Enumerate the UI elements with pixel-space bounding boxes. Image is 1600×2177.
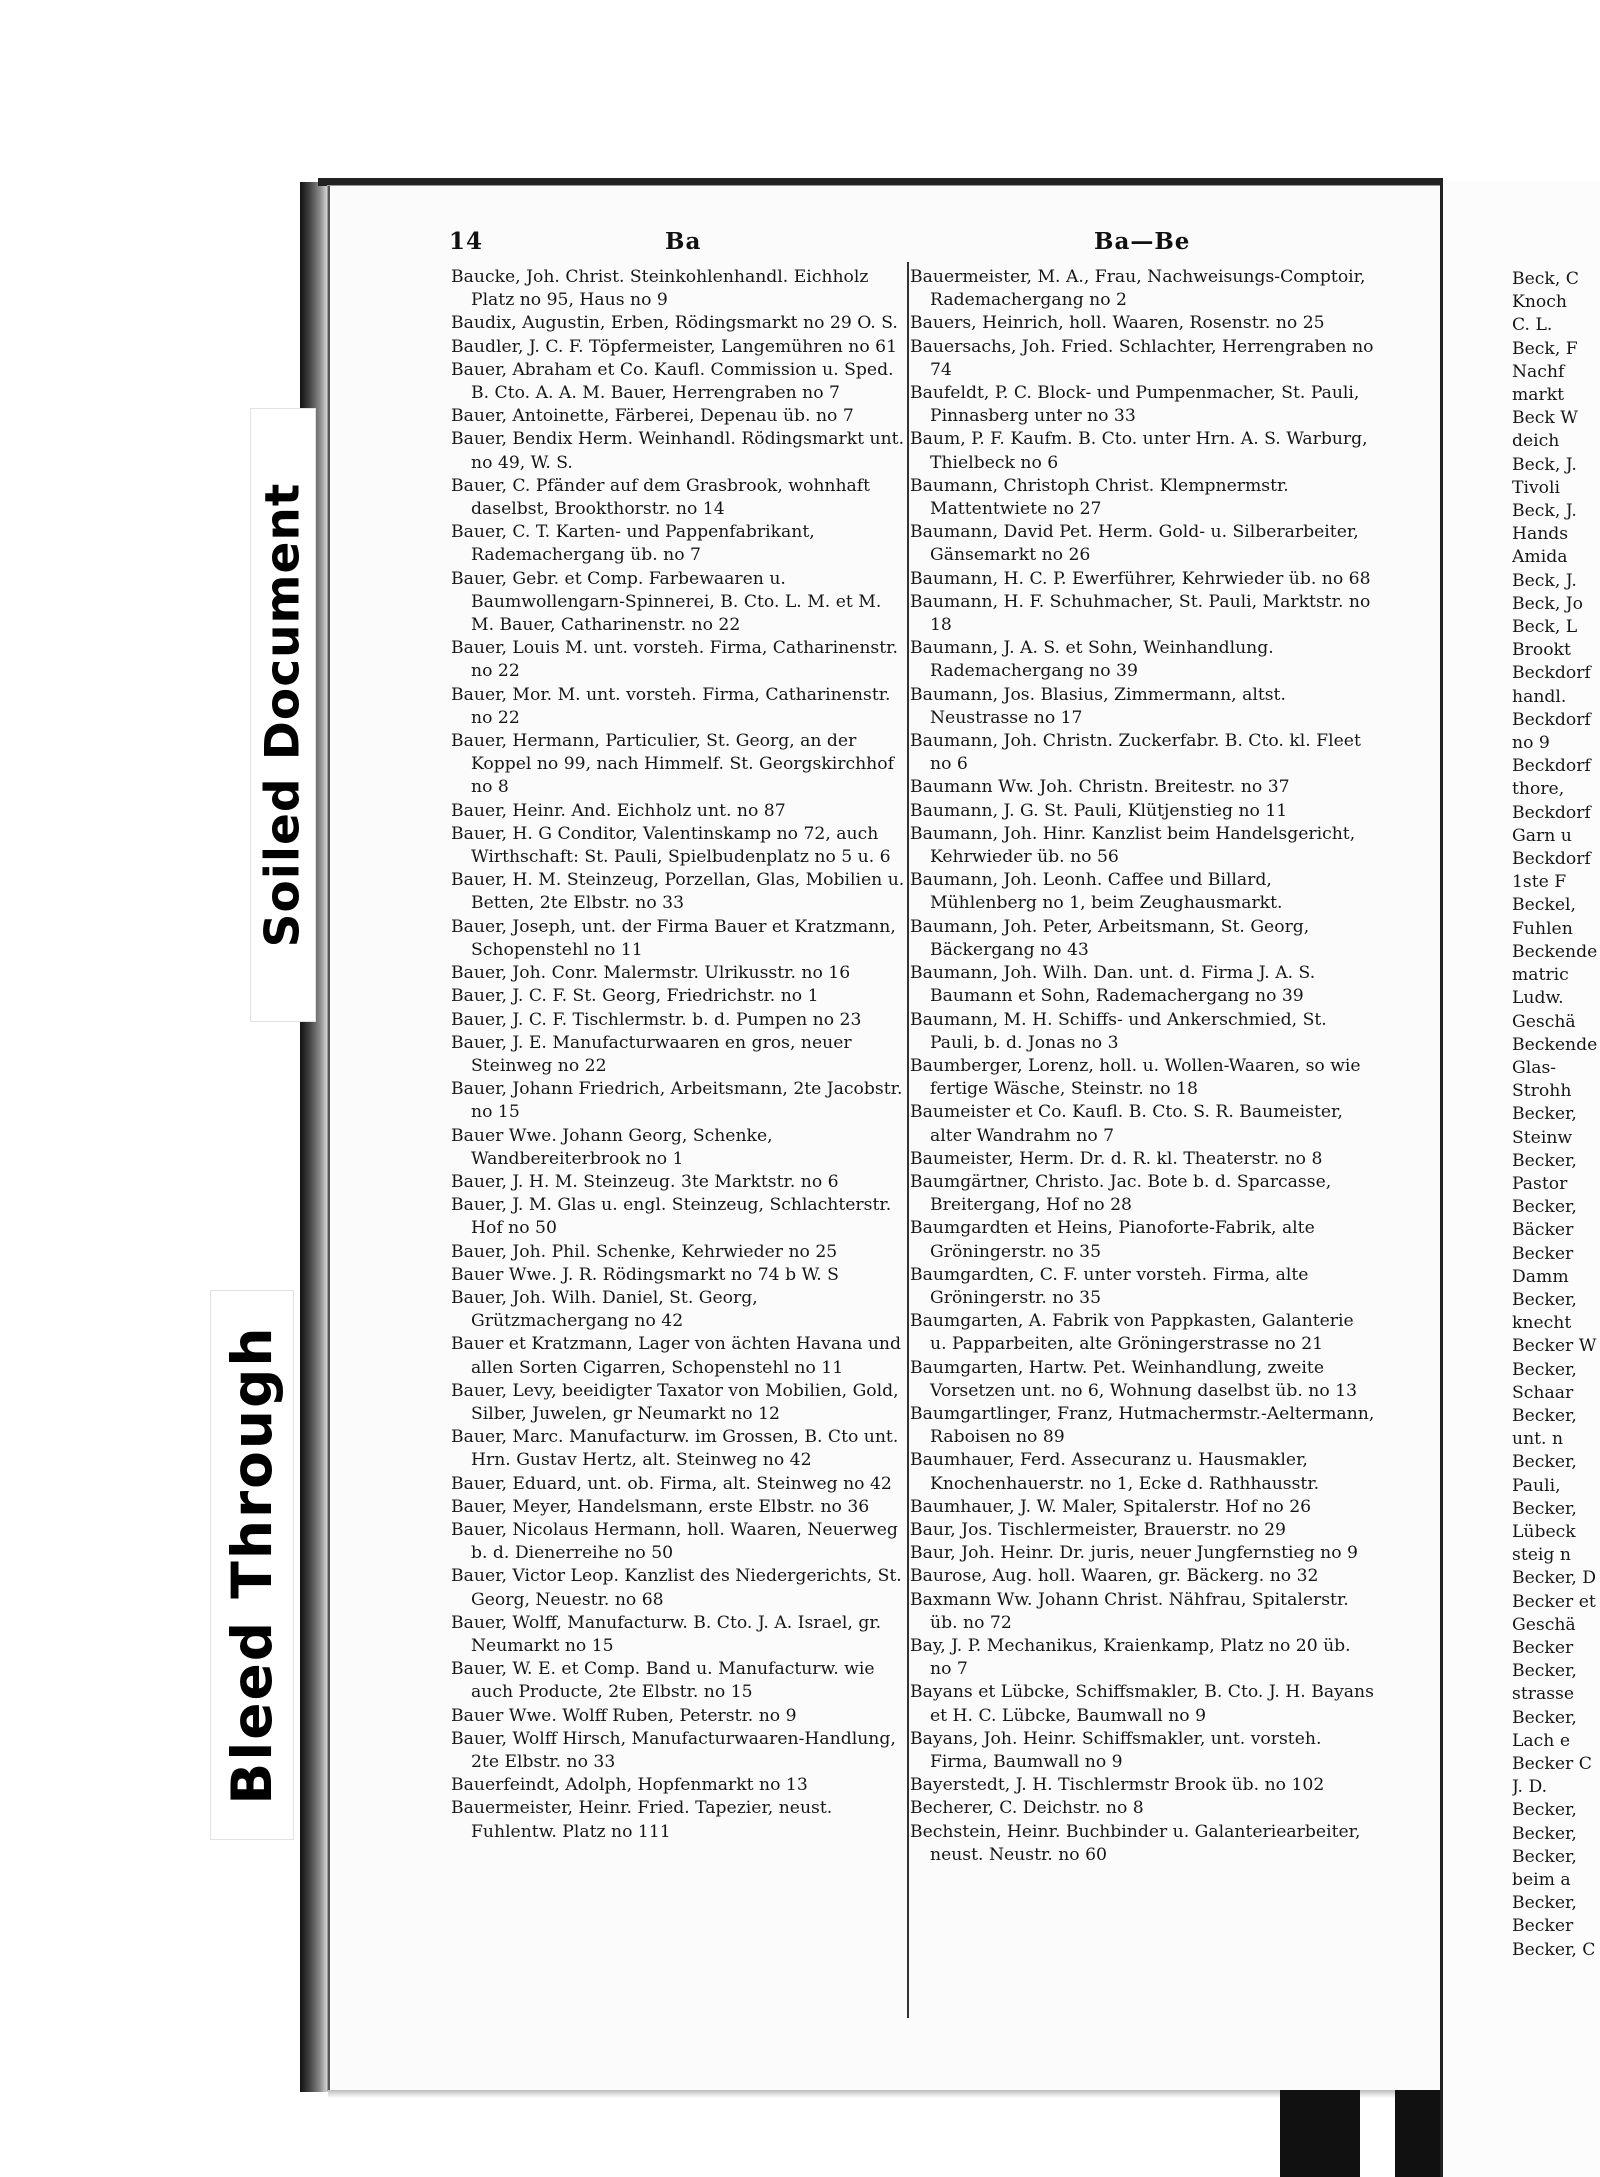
directory-entry: Bauer, Marc. Manufacturw. im Grossen, B. Cto unt. Hrn. Gustav Hertz, alt. Steinweg no 42 <box>451 1427 899 1471</box>
directory-entry: Baumann, Christoph Christ. Klempnermstr. Mattentwiete no 27 <box>910 475 1289 520</box>
directory-entry: Beck, F <box>1512 338 1578 359</box>
directory-entry: Geschä <box>1512 1614 1576 1635</box>
bleed-through-label: Bleed Through <box>220 1325 284 1805</box>
page-stack-edge <box>318 178 1443 186</box>
directory-entry: Baur, Jos. Tischlermeister, Brauerstr. no 29 <box>910 1519 1286 1540</box>
directory-entry: Beckdorf <box>1512 709 1591 730</box>
directory-entry: Becker, D <box>1512 1568 1597 1589</box>
directory-entry: Becker <box>1512 1637 1574 1658</box>
directory-entry: Bechstein, Heinr. Buchbinder u. Galanteriearbeiter, neust. Neustr. no 60 <box>910 1821 1361 1865</box>
directory-entry: Baumgarten, Hartw. Pet. Weinhandlung, zweite Vorsetzen unt. no 6, Wohnung daselbst üb. no 13 <box>910 1357 1358 1401</box>
middle-column <box>910 266 1375 1867</box>
directory-entry: Baumgartlinger, Franz, Hutmachermstr.-Aeltermann, Raboisen no 89 <box>910 1403 1375 1448</box>
directory-entry: Becker C <box>1512 1754 1592 1774</box>
directory-entry: Baumann, H. C. P. Ewerführer, Kehrwieder üb. no 68 <box>910 568 1371 589</box>
directory-entry: Bauer, Louis M. unt. vorsteh. Firma, Catharinenstr. no 22 <box>451 638 898 682</box>
directory-entry: Baumann Ww. Joh. Christn. Breitestr. no 37 <box>910 777 1290 798</box>
directory-entry: Becker, <box>1512 1197 1577 1218</box>
directory-entry: Baumann, J. A. S. et Sohn, Weinhandlung. Rademachergang no 39 <box>910 638 1274 682</box>
directory-entry: Beckel, <box>1512 895 1576 916</box>
directory-entry: Bauer Wwe. Wolff Ruben, Peterstr. no 9 <box>451 1705 797 1726</box>
directory-entry: Bauer, Bendix Herm. Weinhandl. Rödingsmarkt unt. no 49, W. S. <box>451 429 905 473</box>
directory-entry: Bauer, J. C. F. St. Georg, Friedrichstr. no 1 <box>451 986 819 1007</box>
directory-entry: Becker <box>1512 1243 1574 1264</box>
directory-entry: Bauer Wwe. Johann Georg, Schenke, Wandbereiterbrook no 1 <box>451 1125 773 1169</box>
directory-entry: Bayans, Joh. Heinr. Schiffsmakler, unt. vorsteh. Firma, Baumwall no 9 <box>910 1728 1322 1772</box>
directory-entry: Becker, <box>1512 1800 1577 1821</box>
directory-entry: Bauers, Heinrich, holl. Waaren, Rosenstr. no 25 <box>910 313 1325 334</box>
directory-entry: Beck, Jo <box>1512 593 1584 614</box>
directory-entry: Baucke, Joh. Christ. Steinkohlenhandl. Eichholz Platz no 95, Haus no 9 <box>451 267 869 311</box>
directory-entry: Glas- <box>1512 1057 1557 1078</box>
binding-shadow <box>1280 2090 1360 2177</box>
directory-entry: Bauer, Antoinette, Färberei, Depenau üb. no 7 <box>451 406 854 427</box>
directory-entry: Baur, Joh. Heinr. Dr. juris, neuer Jungfernstieg no 9 <box>910 1543 1358 1564</box>
bleed-through-stamp <box>210 1290 294 1840</box>
directory-entry: Becker W <box>1512 1336 1597 1357</box>
directory-entry: Bauer, Abraham et Co. Kaufl. Commission u. Sped. B. Cto. A. A. M. Bauer, Herrengraben no 7 <box>451 359 894 404</box>
directory-entry: Beckdorf <box>1512 849 1591 870</box>
directory-entry: Becker, <box>1512 1823 1577 1844</box>
directory-entry: knecht <box>1512 1313 1572 1334</box>
directory-entry: Bauer, C. T. Karten- und Pappenfabrikant, Rademachergang üb. no 7 <box>451 522 815 566</box>
left-column <box>451 266 906 1844</box>
directory-entry: Becker, <box>1512 1893 1577 1914</box>
directory-entry: Baumeister et Co. Kaufl. B. Cto. S. R. Baumeister, alter Wandrahm no 7 <box>910 1102 1343 1146</box>
directory-entry: Ludw. <box>1512 988 1564 1009</box>
directory-entry: Bauer, Johann Friedrich, Arbeitsmann, 2te Jacobstr. no 15 <box>451 1079 903 1123</box>
directory-entry: unt. n <box>1512 1429 1564 1450</box>
directory-entry: Bauer, Joseph, unt. der Firma Bauer et Kratzmann, Schopenstehl no 11 <box>451 916 896 960</box>
directory-entry: Bauer, J. E. Manufacturwaaren en gros, neuer Steinweg no 22 <box>451 1032 852 1076</box>
directory-entry: Steinw <box>1512 1127 1573 1148</box>
directory-entry: Lübeck <box>1512 1521 1576 1542</box>
directory-entry: Baumann, H. F. Schuhmacher, St. Pauli, Marktstr. no 18 <box>910 591 1371 636</box>
directory-entry: Bauermeister, M. A., Frau, Nachweisungs-Comptoir, Rademachergang no 2 <box>910 267 1366 311</box>
directory-entry: Bauer, Nicolaus Hermann, holl. Waaren, Neuerweg b. d. Dienerreihe no 50 <box>451 1519 898 1564</box>
directory-entry: Bauer, Heinr. And. Eichholz unt. no 87 <box>451 800 786 821</box>
directory-entry: Becker, <box>1512 1405 1577 1426</box>
directory-entry: Baurose, Aug. holl. Waaren, gr. Bäckerg. no 32 <box>910 1566 1319 1587</box>
directory-entry: Bayerstedt, J. H. Tischlermstr Brook üb. no 102 <box>910 1775 1325 1796</box>
directory-entry: Hands <box>1512 524 1569 545</box>
directory-entry: Baumgärtner, Christo. Jac. Bote b. d. Sparcasse, Breitergang, Hof no 28 <box>910 1171 1332 1216</box>
directory-entry: Baumann, Joh. Wilh. Dan. unt. d. Firma J. A. S. Baumann et Sohn, Rademachergang no 39 <box>910 963 1316 1007</box>
directory-entry: Becker, <box>1512 1289 1577 1310</box>
directory-entry: Beck W <box>1512 408 1578 429</box>
directory-entry: C. L. <box>1512 315 1553 336</box>
directory-entry: Baumann, Jos. Blasius, Zimmermann, altst. Neustrasse no 17 <box>910 684 1286 728</box>
directory-entry: Baudler, J. C. F. Töpfermeister, Langemühren no 61 <box>451 336 898 357</box>
directory-entry: Becker, <box>1512 1498 1577 1519</box>
directory-entry: Becker, <box>1512 1846 1577 1867</box>
directory-entry: Beck, C <box>1512 269 1579 289</box>
directory-entry: Baum, P. F. Kaufm. B. Cto. unter Hrn. A. S. Warburg, Thielbeck no 6 <box>910 429 1368 473</box>
directory-entry: thore, <box>1512 779 1565 800</box>
directory-entry: Pauli, <box>1512 1475 1561 1496</box>
right-running-head: Ba—Be <box>1094 228 1191 255</box>
directory-entry: Bauer, Gebr. et Comp. Farbewaaren u. Baumwollengarn-Spinnerei, B. Cto. L. M. et M. M. Bauer, Catharinenstr. no 22 <box>451 568 882 636</box>
directory-entry: Becker, C <box>1512 1939 1596 1960</box>
directory-entry: Becker, <box>1512 1104 1577 1125</box>
directory-entry: Beck, J. <box>1512 454 1577 475</box>
directory-entry: Baufeldt, P. C. Block- und Pumpenmacher, St. Pauli, Pinnasberg unter no 33 <box>910 383 1360 427</box>
directory-entry: Beckdorf <box>1512 756 1591 777</box>
directory-entry: Baumann, Joh. Peter, Arbeitsmann, St. Georg, Bäckergang no 43 <box>910 916 1310 960</box>
directory-entry: Baumann, Joh. Hinr. Kanzlist beim Handelsgericht, Kehrwieder üb. no 56 <box>910 823 1356 868</box>
directory-entry: Becker, <box>1512 1359 1577 1380</box>
directory-entry: Brookt <box>1512 640 1571 661</box>
directory-entry: Bauer, C. Pfänder auf dem Grasbrook, wohnhaft daselbst, Brookthorstr. no 14 <box>451 475 871 520</box>
directory-entry: Beckdorf <box>1512 802 1591 823</box>
directory-entry: Beckende <box>1512 1034 1598 1055</box>
directory-entry: Bay, J. P. Mechanikus, Kraienkamp, Platz no 20 üb. no 7 <box>910 1635 1351 1680</box>
directory-entry: Baumgarten, A. Fabrik von Pappkasten, Galanterie u. Papparbeiten, alte Gröningerstrasse no 21 <box>910 1311 1354 1355</box>
directory-entry: Beckdorf <box>1512 663 1591 684</box>
directory-entry: handl. <box>1512 686 1567 707</box>
directory-entry: Baumeister, Herm. Dr. d. R. kl. Theaterstr. no 8 <box>910 1148 1323 1169</box>
facing-page-column <box>1512 268 1600 1962</box>
directory-entry: Baumann, David Pet. Herm. Gold- u. Silberarbeiter, Gänsemarkt no 26 <box>910 522 1359 566</box>
directory-entry: Bäcker <box>1512 1220 1574 1241</box>
directory-entry: Bauer, Meyer, Handelsmann, erste Elbstr. no 36 <box>451 1496 870 1517</box>
directory-entry: steig n <box>1512 1545 1571 1566</box>
directory-entry: Baumann, Joh. Christn. Zuckerfabr. B. Cto. kl. Fleet no 6 <box>910 731 1361 775</box>
directory-entry: Bauermeister, Heinr. Fried. Tapezier, neust. Fuhlentw. Platz no 111 <box>451 1798 833 1842</box>
directory-entry: Baumgardten, C. F. unter vorsteh. Firma, alte Gröningerstr. no 35 <box>910 1264 1309 1308</box>
directory-entry: Bauer, H. M. Steinzeug, Porzellan, Glas, Mobilien u. Betten, 2te Elbstr. no 33 <box>451 870 905 914</box>
directory-entry: Baumann, M. H. Schiffs- und Ankerschmied, St. Pauli, b. d. Jonas no 3 <box>910 1009 1327 1053</box>
directory-entry: Bauer, Mor. M. unt. vorsteh. Firma, Catharinenstr. no 22 <box>451 684 891 728</box>
binding-shadow <box>1395 2090 1440 2177</box>
directory-entry: Baumhauer, Ferd. Assecuranz u. Hausmakler, Knochenhauerstr. no 1, Ecke d. Rathhausstr. <box>910 1450 1320 1494</box>
directory-entry: matric <box>1512 965 1569 986</box>
column-divider <box>907 262 909 2018</box>
directory-entry: Strohh <box>1512 1081 1572 1102</box>
directory-entry: Nachf <box>1512 361 1565 382</box>
directory-entry: Bauer, Eduard, unt. ob. Firma, alt. Steinweg no 42 <box>451 1473 892 1494</box>
directory-entry: Baumberger, Lorenz, holl. u. Wollen-Waaren, so wie fertige Wäsche, Steinstr. no 18 <box>910 1055 1361 1100</box>
directory-entry: Beck, J. <box>1512 570 1577 591</box>
directory-entry: Bauersachs, Joh. Fried. Schlachter, Herrengraben no 74 <box>910 336 1374 380</box>
directory-entry: Becker <box>1512 1916 1574 1937</box>
directory-entry: Baumann, Joh. Leonh. Caffee und Billard, Mühlenberg no 1, beim Zeughausmarkt. <box>910 870 1283 914</box>
directory-entry: strasse <box>1512 1684 1575 1705</box>
directory-entry: Baxmann Ww. Johann Christ. Nähfrau, Spitalerstr. üb. no 72 <box>910 1589 1349 1633</box>
directory-entry: Tivoli <box>1512 477 1561 498</box>
directory-entry: Becker, <box>1512 1661 1577 1682</box>
directory-entry: Bauer, Joh. Conr. Malermstr. Ulrikusstr. no 16 <box>451 963 851 984</box>
directory-entry: Bauer, H. G Conditor, Valentinskamp no 72, auch Wirthschaft: St. Pauli, Spielbudenplatz no 5 u. 6 <box>451 823 891 868</box>
directory-entry: beim a <box>1512 1870 1571 1891</box>
directory-entry: Bauer Wwe. J. R. Rödingsmarkt no 74 b W. S <box>451 1264 839 1285</box>
directory-entry: Baudix, Augustin, Erben, Rödingsmarkt no 29 O. S. <box>451 313 898 334</box>
directory-entry: Becker et <box>1512 1591 1596 1612</box>
directory-entry: Amida <box>1512 547 1568 568</box>
directory-entry: Bauer, W. E. et Comp. Band u. Manufacturw. wie auch Producte, 2te Elbstr. no 15 <box>451 1659 875 1703</box>
directory-entry: no 9 <box>1512 733 1550 754</box>
directory-entry: Beck, L <box>1512 617 1578 638</box>
directory-entry: Beckende <box>1512 941 1598 962</box>
soiled-document-label: Soiled Document <box>255 482 311 948</box>
directory-entry: Bauer et Kratzmann, Lager von ächten Havana und allen Sorten Cigarren, Schopenstehl no 11 <box>451 1334 901 1378</box>
directory-entry: Bauer, Wolff, Manufacturw. B. Cto. J. A. Israel, gr. Neumarkt no 15 <box>451 1612 882 1656</box>
directory-entry: Bauer, Wolff Hirsch, Manufacturwaaren-Handlung, 2te Elbstr. no 33 <box>451 1728 896 1772</box>
directory-entry: Bauer, Joh. Phil. Schenke, Kehrwieder no 25 <box>451 1241 838 1262</box>
directory-entry: Becker, <box>1512 1452 1577 1473</box>
directory-entry: Baumann, J. G. St. Pauli, Klütjenstieg no 11 <box>910 800 1288 821</box>
directory-entry: Bauer, J. M. Glas u. engl. Steinzeug, Schlachterstr. Hof no 50 <box>451 1195 892 1239</box>
directory-entry: J. D. <box>1512 1777 1548 1798</box>
directory-entry: Knoch <box>1512 292 1567 313</box>
directory-entry: Schaar <box>1512 1382 1574 1403</box>
directory-entry: Bauer, Joh. Wilh. Daniel, St. Georg, Grützmachergang no 42 <box>451 1287 758 1332</box>
directory-entry: Bauer, J. H. M. Steinzeug. 3te Marktstr. no 6 <box>451 1171 839 1192</box>
directory-entry: Garn u <box>1512 825 1572 846</box>
directory-entry: Lach e <box>1512 1730 1570 1751</box>
directory-entry: Pastor <box>1512 1173 1568 1194</box>
directory-entry: Bauer, Hermann, Particulier, St. Georg, an der Koppel no 99, nach Himmelf. St. Georgskirchhof no 8 <box>451 731 894 798</box>
directory-entry: Bauerfeindt, Adolph, Hopfenmarkt no 13 <box>451 1775 808 1796</box>
directory-entry: Geschä <box>1512 1011 1576 1032</box>
page-bottom-edge <box>328 2090 1440 2098</box>
left-running-head: Ba <box>665 228 702 255</box>
directory-entry: deich <box>1512 431 1560 452</box>
directory-entry: markt <box>1512 385 1565 406</box>
page-number: 14 <box>449 228 484 255</box>
directory-entry: Bauer, Levy, beeidigter Taxator von Mobilien, Gold, Silber, Juwelen, gr Neumarkt no 12 <box>451 1380 899 1424</box>
directory-entry: Becherer, C. Deichstr. no 8 <box>910 1798 1144 1819</box>
directory-entry: Damm <box>1512 1266 1569 1287</box>
directory-entry: Becker, <box>1512 1150 1577 1171</box>
soiled-document-stamp <box>250 408 316 1022</box>
directory-entry: Baumgardten et Heins, Pianoforte-Fabrik, alte Gröningerstr. no 35 <box>910 1218 1315 1262</box>
directory-entry: Baumhauer, J. W. Maler, Spitalerstr. Hof no 26 <box>910 1496 1312 1517</box>
directory-entry: Beck, J. <box>1512 501 1577 522</box>
directory-entry: Bauer, Victor Leop. Kanzlist des Niedergerichts, St. Georg, Neuestr. no 68 <box>451 1566 902 1610</box>
directory-entry: Bauer, J. C. F. Tischlermstr. b. d. Pumpen no 23 <box>451 1009 862 1030</box>
directory-entry: 1ste F <box>1512 872 1567 893</box>
directory-entry: Bayans et Lübcke, Schiffsmakler, B. Cto. J. H. Bayans et H. C. Lübcke, Baumwall no 9 <box>910 1682 1374 1726</box>
directory-entry: Becker, <box>1512 1707 1577 1728</box>
directory-entry: Fuhlen <box>1512 918 1573 939</box>
